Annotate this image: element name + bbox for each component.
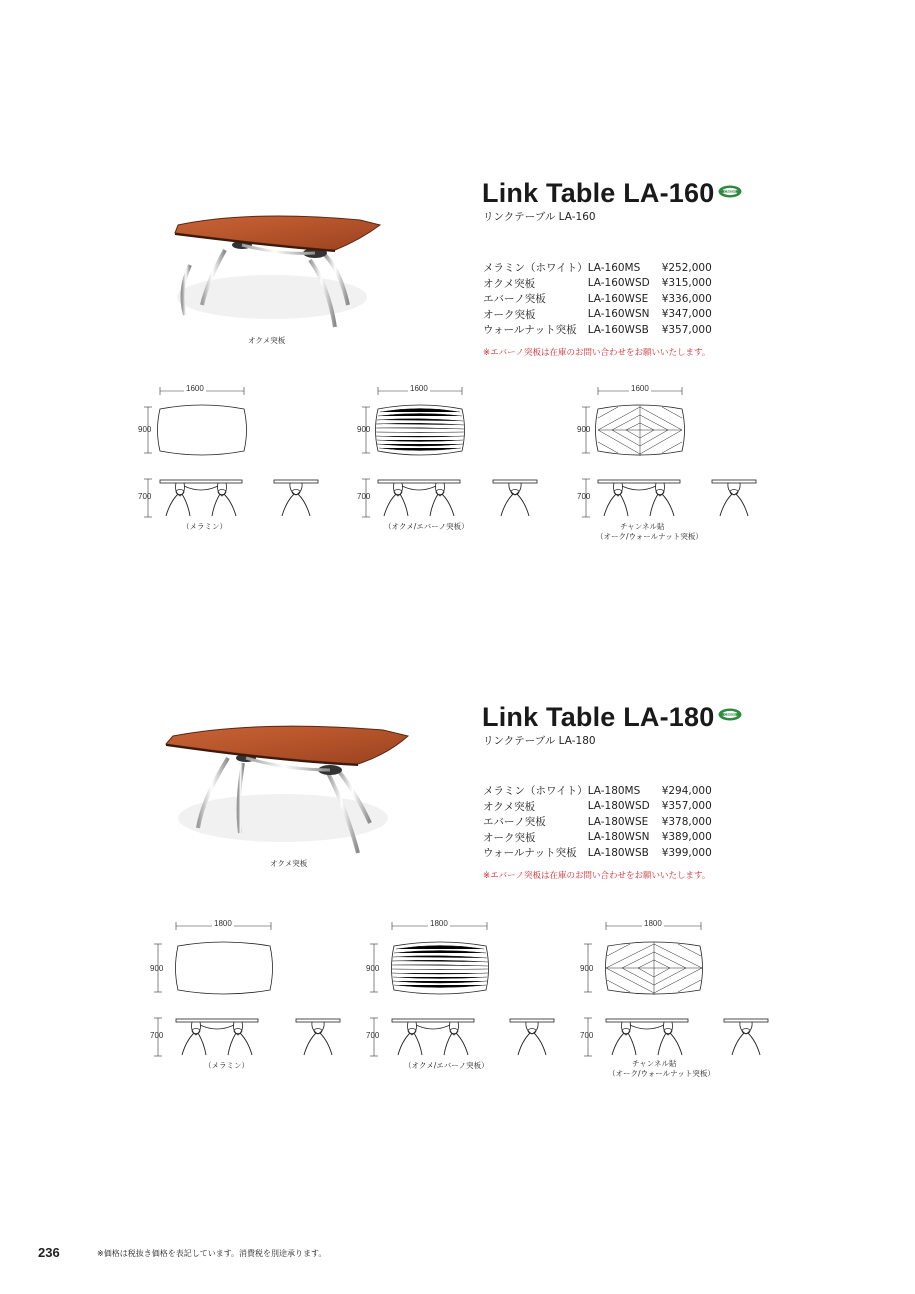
- width-dimension: 1600: [186, 384, 204, 393]
- height-dimension: 700: [150, 1031, 164, 1040]
- finish-name: エバーノ突板: [483, 293, 546, 306]
- finish-name: ウォールナット突板: [483, 324, 577, 337]
- table-row: [483, 291, 712, 307]
- finish-name: オーク突板: [483, 831, 536, 844]
- dimension-drawing: [140, 383, 260, 523]
- finish-name: エバーノ突板: [483, 816, 546, 829]
- height-dimension: 700: [577, 492, 591, 501]
- side-elevation: [712, 480, 762, 520]
- price: ¥315,000: [661, 277, 712, 290]
- table-row: [483, 799, 712, 815]
- width-dimension: 1600: [410, 384, 428, 393]
- product-code: LA-180WSD: [587, 800, 650, 813]
- table-row: [483, 814, 712, 830]
- price: ¥252,000: [661, 261, 712, 274]
- product-code: LA-180WSB: [587, 846, 649, 859]
- product-title: Link Table LA-160: [482, 178, 715, 208]
- height-dimension: 700: [357, 492, 371, 501]
- side-elevation: [296, 1019, 346, 1059]
- table-row: [483, 276, 712, 292]
- depth-dimension: 900: [577, 425, 591, 434]
- variant-caption-detail: （オーク/ウォールナット突板）: [596, 532, 703, 541]
- finish-name: オーク突板: [483, 308, 536, 321]
- price: ¥399,000: [661, 846, 712, 859]
- side-elevation: [510, 1019, 560, 1059]
- dimension-drawing: [578, 383, 698, 523]
- depth-dimension: 900: [366, 964, 380, 973]
- width-dimension: 1800: [430, 919, 448, 928]
- product-code: LA-180MS: [587, 784, 641, 797]
- variant-caption: チャンネル貼: [620, 522, 665, 531]
- side-elevation: [724, 1019, 774, 1059]
- table-row: [483, 830, 712, 846]
- product-code: LA-180WSE: [587, 815, 649, 828]
- finish-name: オクメ突板: [483, 277, 536, 290]
- width-dimension: 1600: [631, 384, 649, 393]
- product-code: LA-160WSN: [587, 308, 650, 321]
- photo-caption: オクメ突板: [248, 336, 286, 345]
- table-row: [483, 783, 712, 799]
- price: ¥347,000: [661, 308, 712, 321]
- page-number: 236: [38, 1245, 60, 1260]
- depth-dimension: 900: [357, 425, 371, 434]
- depth-dimension: 900: [580, 964, 594, 973]
- green-mark-icon: [718, 185, 742, 198]
- dimension-drawing: [580, 918, 710, 1063]
- product-photo: [158, 718, 413, 858]
- price-table: [483, 260, 712, 338]
- dimension-drawing: [358, 383, 478, 523]
- table-row: [483, 845, 712, 861]
- depth-dimension: 900: [150, 964, 164, 973]
- width-dimension: 1800: [644, 919, 662, 928]
- height-dimension: 700: [138, 492, 152, 501]
- price: ¥357,000: [661, 800, 712, 813]
- variant-caption-detail: （オーク/ウォールナット突板）: [608, 1069, 715, 1078]
- dimension-drawing: [150, 918, 280, 1063]
- stock-note: ※エバーノ突板は在庫のお問い合わせをお願いいたします。: [483, 348, 711, 358]
- product-code: LA-160WSE: [587, 292, 649, 305]
- finish-name: メラミン（ホワイト）: [483, 785, 588, 798]
- photo-caption: オクメ突板: [270, 859, 308, 868]
- height-dimension: 700: [366, 1031, 380, 1040]
- stock-note: ※エバーノ突板は在庫のお問い合わせをお願いいたします。: [483, 871, 711, 881]
- price: ¥357,000: [661, 323, 712, 336]
- finish-name: オクメ突板: [483, 800, 536, 813]
- depth-dimension: 900: [138, 425, 152, 434]
- product-code: LA-160MS: [587, 261, 641, 274]
- price-table: [483, 783, 712, 861]
- product-code: LA-160WSD: [587, 277, 650, 290]
- product-subtitle: リンクテーブル LA-160: [483, 211, 596, 223]
- variant-caption: （メラミン）: [182, 522, 227, 531]
- variant-caption: （オクメ/エバーノ突板）: [384, 522, 469, 531]
- variant-caption: チャンネル貼: [632, 1059, 677, 1068]
- finish-name: ウォールナット突板: [483, 847, 577, 860]
- tax-footnote: ※価格は税抜き価格を表記しています。消費税を別途承ります。: [97, 1249, 327, 1258]
- height-dimension: 700: [580, 1031, 594, 1040]
- table-row: [483, 260, 712, 276]
- product-subtitle: リンクテーブル LA-180: [483, 735, 596, 747]
- dimension-drawing: [366, 918, 496, 1063]
- product-photo: [160, 205, 390, 335]
- price: ¥389,000: [661, 831, 712, 844]
- price: ¥378,000: [661, 815, 712, 828]
- table-row: [483, 322, 712, 338]
- side-elevation: [493, 480, 543, 520]
- price: ¥294,000: [661, 784, 712, 797]
- side-elevation: [274, 480, 324, 520]
- product-code: LA-180WSN: [587, 831, 650, 844]
- product-code: LA-160WSB: [587, 323, 649, 336]
- variant-caption: （メラミン）: [204, 1061, 249, 1070]
- width-dimension: 1800: [214, 919, 232, 928]
- table-row: [483, 307, 712, 323]
- product-title: Link Table LA-180: [482, 702, 715, 732]
- price: ¥336,000: [661, 292, 712, 305]
- finish-name: メラミン（ホワイト）: [483, 262, 588, 275]
- variant-caption: （オクメ/エバーノ突板）: [404, 1061, 489, 1070]
- green-mark-icon: [718, 708, 742, 721]
